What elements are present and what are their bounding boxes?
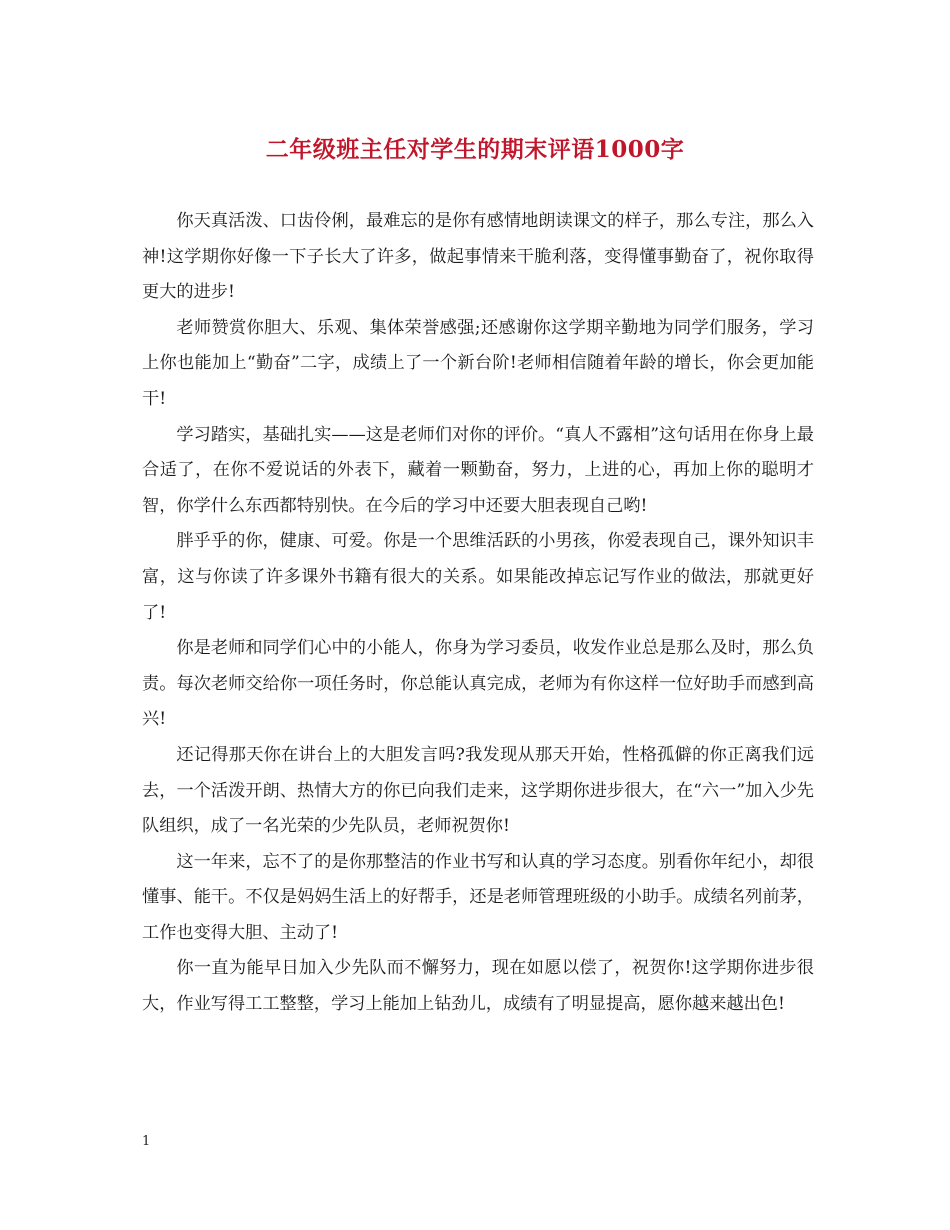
page-number: 1: [142, 1134, 151, 1149]
paragraph-4: 胖乎乎的你，健康、可爱。你是一个思维活跃的小男孩，你爱表现自己，课外知识丰富，这与你读了许多课外书籍有很大的关系。如果能改掉忘记写作业的做法，那就更好了!: [142, 531, 814, 623]
paragraph-5: 你是老师和同学们心中的小能人，你身为学习委员，收发作业总是那么及时，那么负责。每次老师交给你一项任务时，你总能认真完成，老师为有你这样一位好助手而感到高兴!: [142, 638, 814, 730]
document-body: [142, 204, 814, 1023]
document-title: 二年级班主任对学生的期末评语1000字: [265, 136, 685, 163]
paragraph-7: 这一年来，忘不了的是你那整洁的作业书写和认真的学习态度。别看你年纪小，却很懂事、能干。不仅是妈妈生活上的好帮手，还是老师管理班级的小助手。成绩名列前茅，工作也变得大胆、主动了!: [142, 851, 814, 943]
paragraph-3: 学习踏实，基础扎实——这是老师们对你的评价。“真人不露相”这句话用在你身上最合适了，在你不爱说话的外表下，藏着一颗勤奋，努力，上进的心，再加上你的聪明才智，你学什么东西都特别快。在今后的学习中还要大胆表现自己哟!: [142, 424, 814, 516]
paragraph-6: 还记得那天你在讲台上的大胆发言吗?我发现从那天开始，性格孤僻的你正离我们远去，一个活泼开朗、热情大方的你已向我们走来，这学期你进步很大，在“六一”加入少先队组织，成了一名光荣的少先队员，老师祝贺你!: [142, 744, 814, 837]
paragraph-1: 你天真活泼、口齿伶俐，最难忘的是你有感情地朗读课文的样子，那么专注，那么入神!这学期你好像一下子长大了许多，做起事情来干脆利落，变得懂事勤奋了，祝你取得更大的进步!: [142, 211, 814, 303]
paragraph-8: 你一直为能早日加入少先队而不懈努力，现在如愿以偿了，祝贺你!这学期你进步很大，作业写得工工整整，学习上能加上钻劲儿，成绩有了明显提高，愿你越来越出色!: [142, 958, 814, 1015]
paragraph-2: 老师赞赏你胆大、乐观、集体荣誉感强;还感谢你这学期辛勤地为同学们服务，学习上你也能加上“勤奋”二字，成绩上了一个新台阶!老师相信随着年龄的增长，你会更加能干!: [142, 317, 814, 409]
